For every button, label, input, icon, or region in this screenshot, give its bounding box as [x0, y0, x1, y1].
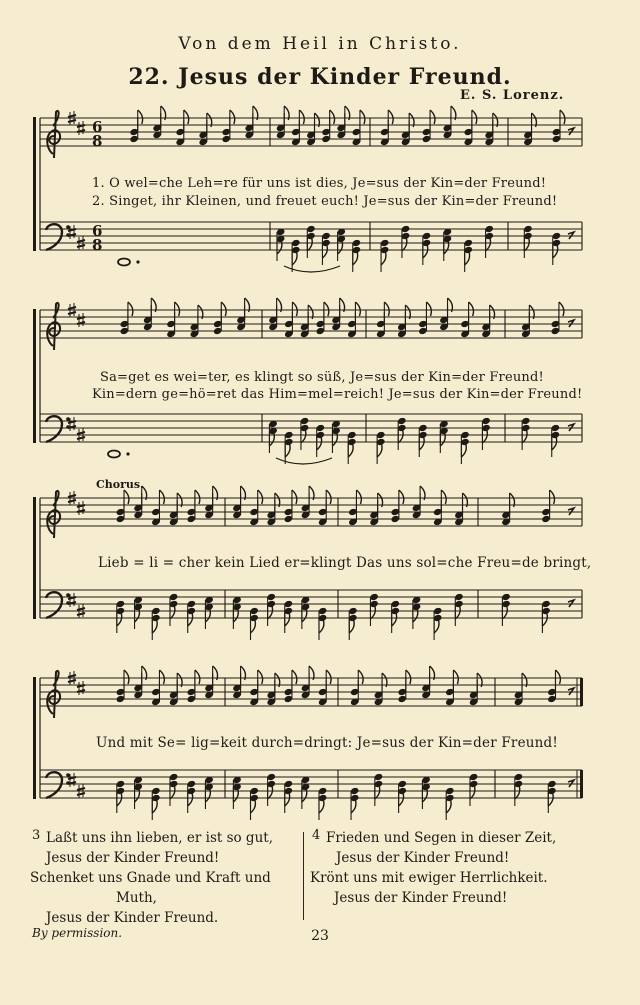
- sharp-sign: [68, 307, 76, 309]
- sharp-sign: [77, 432, 85, 434]
- note-flag: [326, 670, 331, 684]
- composer-credit: E. S. Lorenz.: [460, 88, 565, 103]
- time-signature-bottom: 8: [92, 236, 103, 254]
- verse-number: 4: [312, 828, 321, 843]
- note-flag: [330, 110, 335, 124]
- note-flag: [299, 110, 304, 124]
- note-flag: [388, 110, 393, 124]
- system-bracket: [33, 497, 36, 619]
- note-flag: [124, 490, 129, 504]
- lyric-line: Lieb = li = cher kein Lied er=klingt Das uns sol=che Freu=de bringt,: [98, 555, 592, 571]
- permission-note: By permission.: [32, 926, 123, 940]
- system-bracket: [33, 117, 36, 251]
- lyric-line: 1. O wel=che Leh=re für uns ist dies, Je=sus der Kin=der Freund!: [92, 176, 547, 191]
- verse-line: Muth,: [116, 890, 157, 906]
- note-flag: [355, 302, 360, 316]
- sharp-sign: [77, 613, 85, 615]
- lyric-line: Und mit Se= lig=keit durch=dringt: Je=sus der Kin=der Freund!: [96, 735, 559, 751]
- note-flag: [138, 110, 143, 124]
- sharp-sign: [68, 680, 76, 682]
- note-flag: [399, 490, 404, 504]
- note-flag: [159, 670, 164, 684]
- note-flag: [184, 110, 189, 124]
- sharp-sign: [77, 793, 85, 795]
- time-signature-bottom: 8: [92, 132, 103, 150]
- verse-divider: [303, 832, 304, 920]
- note-flag: [430, 110, 435, 124]
- note-flag: [555, 670, 560, 684]
- note-flag: [472, 110, 477, 124]
- note-flag: [469, 302, 474, 316]
- lyric-line: Sa=get es wei=ter, es klingt so süß, Je=sus der Kin=der Freund!: [100, 370, 544, 385]
- verse-number: 3: [32, 828, 41, 843]
- note-flag: [195, 490, 200, 504]
- sharp-sign: [68, 312, 76, 314]
- bass-clef-dot: [66, 773, 70, 777]
- note-flag: [560, 110, 565, 124]
- note-flag: [358, 670, 363, 684]
- half-note: [108, 451, 120, 458]
- lyric-line: 2. Singet, ihr Kleinen, und freuet euch! Je=sus der Kin=der Freund!: [92, 194, 558, 209]
- dot: [136, 260, 139, 263]
- bass-clef: [46, 224, 62, 250]
- bass-clef: [46, 772, 62, 798]
- verse-line: Jesus der Kinder Freund!: [334, 890, 508, 906]
- bass-clef-dot: [66, 593, 70, 597]
- verse-line: Krönt uns mit ewiger Herrlichkeit.: [310, 870, 548, 886]
- sharp-sign: [77, 608, 85, 610]
- note-flag: [441, 490, 446, 504]
- note-flag: [292, 670, 297, 684]
- note-flag: [221, 302, 226, 316]
- note-flag: [324, 302, 329, 316]
- section-header: Von dem Heil in Christo.: [178, 34, 462, 54]
- tie: [276, 458, 332, 464]
- note-flag: [326, 490, 331, 504]
- lyric-line: Kin=dern ge=hö=ret das Him=mel=reich! Je=sus der Kin=der Freund!: [92, 387, 583, 402]
- system-bracket: [33, 677, 36, 799]
- sharp-sign: [77, 240, 85, 242]
- note-flag: [550, 490, 555, 504]
- verse-line: Jesus der Kinder Freund!: [46, 850, 220, 866]
- note-flag: [360, 110, 365, 124]
- bass-clef: [46, 416, 62, 442]
- note-flag: [384, 302, 389, 316]
- note-flag: [559, 302, 564, 316]
- note-flag: [175, 302, 180, 316]
- sharp-sign: [68, 120, 76, 122]
- sharp-sign: [68, 495, 76, 497]
- note-flag: [426, 302, 431, 316]
- chorus-label: Chorus.: [96, 478, 144, 491]
- bass-clef-dot: [66, 225, 70, 229]
- bass-clef: [46, 592, 62, 618]
- note-flag: [195, 670, 200, 684]
- time-signature-top: 6: [92, 118, 103, 136]
- verse-3: [30, 828, 273, 928]
- verse-line: Jesus der Kinder Freund!: [336, 850, 510, 866]
- note-flag: [356, 490, 361, 504]
- additional-verses: [0, 828, 640, 938]
- time-signature-top: 6: [92, 222, 103, 240]
- bass-clef-dot: [66, 417, 70, 421]
- note-flag: [258, 670, 263, 684]
- dot: [126, 452, 129, 455]
- note-flag: [230, 110, 235, 124]
- note-flag: [128, 302, 133, 316]
- verse-4: [310, 828, 557, 908]
- sharp-sign: [68, 675, 76, 677]
- verse-line: Jesus der Kinder Freund.: [46, 910, 219, 926]
- page-number: 23: [311, 928, 329, 944]
- verse-line: Laßt uns ihn lieben, er ist so gut,: [46, 830, 273, 846]
- note-flag: [292, 302, 297, 316]
- note-flag: [258, 490, 263, 504]
- system-bracket: [33, 309, 36, 443]
- final-barline: [580, 770, 583, 798]
- sharp-sign: [68, 115, 76, 117]
- sharp-sign: [68, 500, 76, 502]
- sharp-sign: [77, 245, 85, 247]
- note-flag: [159, 490, 164, 504]
- note-flag: [453, 670, 458, 684]
- note-flag: [124, 670, 129, 684]
- verse-line: Frieden und Segen in dieser Zeit,: [326, 830, 557, 846]
- verse-line: Schenket uns Gnade und Kraft und: [30, 870, 271, 886]
- final-barline: [580, 678, 583, 706]
- hymn-title: 22. Jesus der Kinder Freund.: [128, 64, 512, 90]
- sharp-sign: [77, 788, 85, 790]
- note-flag: [406, 670, 411, 684]
- half-note: [118, 259, 130, 266]
- sharp-sign: [77, 437, 85, 439]
- note-flag: [292, 490, 297, 504]
